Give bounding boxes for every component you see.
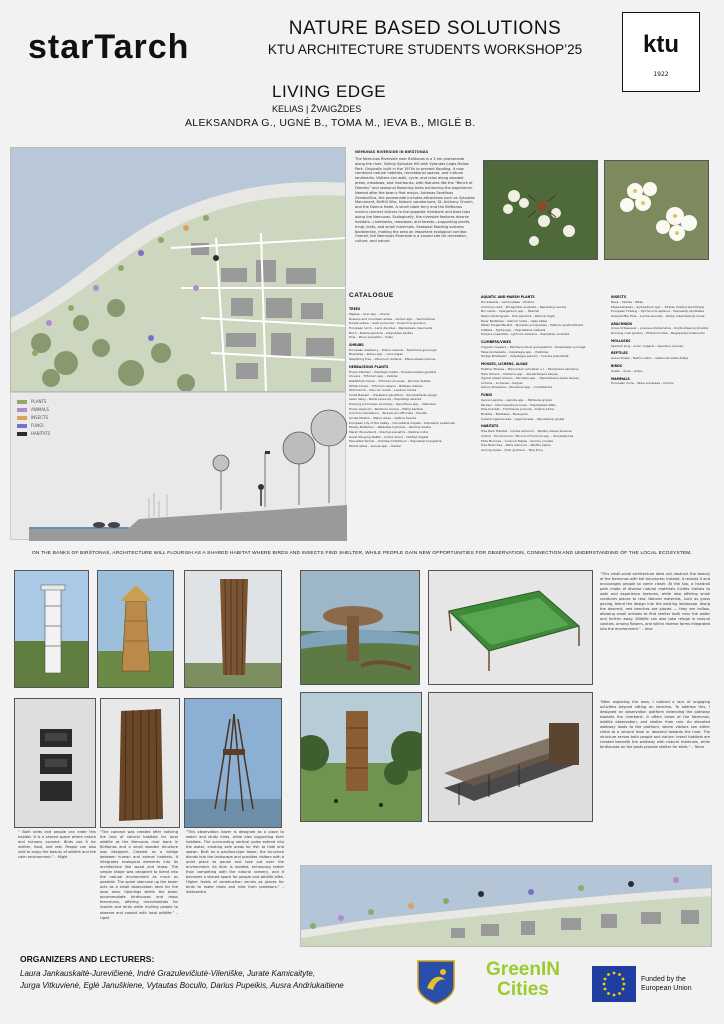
title-line-1: NATURE BASED SOLUTIONS (288, 18, 562, 39)
startarch-logo: starTarch (28, 28, 190, 66)
catalogue-item: Among Grass – Inter gramina – Tarp žolių (481, 447, 543, 452)
catalogue-item: Birch – Betula pendula – Karpotasis beržas (349, 330, 413, 335)
ktu-logo-year: 1922 (653, 71, 669, 78)
mushroom-bench-drawing (301, 571, 420, 685)
catalogue-item: Bees – Apidae – Bitės (611, 299, 643, 304)
legend-fungi: FUNGI (17, 423, 44, 428)
catalogue-item: Common reed – Phragmites australis – Paprastoji nendrė (481, 304, 567, 309)
render-mushroom-bench (300, 570, 420, 685)
organizers-title: ORGANIZERS AND LECTURERS: (20, 954, 155, 964)
catalogue-item: Rabbitfoot Clover – Trifolium arvense – Dirvinis dobilas (349, 378, 431, 383)
organizers-list (20, 968, 410, 991)
catalogue-item: European Firebug – Pyrrhocoris apterus – Paprastoji skydblakė (611, 309, 705, 314)
pole-tower-drawing (185, 699, 282, 828)
catalogue-item: Small Balsam – Impatiens parviflora – Smulkiažiedė spriga (349, 392, 437, 397)
site-map-drawing (11, 148, 346, 392)
crest-drawing (415, 958, 457, 1006)
catalogue-item: European Lily of the Valley – Convallaria majalis – Paprastoji pakalnutė (349, 420, 455, 425)
catalogue-item: White Clover – Trifolium repens – Baltasis dobilas (349, 383, 423, 388)
quote-migle: “ Both birds and people can enter this habitat. It is a shared space where nature and humans connect. Birds use it for shelter, food, and rest. People can also visit to enjoy the beauty of wildlife and the calm environment.” – Miglė (18, 830, 96, 860)
catalogue-item: Tree Branches – Rami arborum – Medžių šakos (481, 443, 551, 448)
catalogue-item: Lawn daisy – Bellis perennis – Paprastoji saulutė (349, 397, 422, 402)
quote-ieva: “This small-scale architecture does not obstruct the beauty of the Nemunas with tall structures; instead, it reveals it and encourages people to come closer. At the top, a handrail path made of diverse natural materials invites visitors to walk and experience textures, while also offering small creatures places to rest. Natural materials, such as grass paving, blend the design into the existing landscape. Along the descent, rest benches are placed — they are hollow, allowing small animals to find shelter both near the water and further away. Wildlife can also take refuge in natural cavities, among flowers, and within diverse forms integrated into the environment.” – Ieva (600, 572, 710, 632)
catalogue-section-heading: ARACHNIDS (611, 321, 633, 326)
catalogue-item: Hedge Bindweed – Calystegia sepium – Tvorinė patvinkšlė (481, 354, 569, 359)
map-legend (10, 392, 346, 540)
catalogue-item: Hoary Plantain – Plantago media – Pluoksnuotasis gyslotis (349, 369, 437, 374)
catalogue-item: Hoary Alyssum – Berteroa incana – Pilkoji berterė (349, 406, 423, 411)
spiral-tower-drawing (185, 571, 282, 688)
catalogue-item: Greenbottle Flies – Lucilia sericata – Žalioji mėsinlaisvoji musė (611, 313, 705, 318)
catalogue-item: Clovers – Trifolium spp. – Dobilai (349, 374, 398, 379)
elevated-walkway-drawing (429, 693, 593, 822)
photo-spider-flowers (483, 160, 598, 260)
catalogue-item: Subsidi Agaricaceae – Agaricaceae – Vajuostiniai grybai (481, 416, 565, 421)
spider-photo-drawing (484, 161, 598, 260)
quote-aleksandra: “This observation tower is designed as a place to watch and study birds, while also supporting their habitats. The surrounding vertical poles extend into the water, creating safe areas for fish to hide and spawn. Built as a pavilion-type tower, the structure blends into the landscape and provides visitors with a quiet place to pause and look out over the environment. Its form is modest, enhancing rather than competing with the natural scenery, and it becomes a shared space for people and wildlife alike. Higher levels of construction serves as places for birds to make nests and hide from predators.” – Aleksandra (186, 830, 284, 895)
observation-tower-drawing (301, 693, 422, 822)
site-section-drawing (29, 393, 347, 541)
catalogue-item: Snails – Anas – Antys (611, 368, 643, 373)
catalogue-item: Brambles – Rubus spp. – Gervuogės (349, 352, 403, 357)
legend-animals: ANIMALS (17, 407, 49, 412)
catalogue-item: Spanish slug – Arion vulgaris – Ispaninių arionas (611, 343, 684, 348)
catalogue-item: Scribe Mallow – Malva alcea – Vaišinė šventė (349, 416, 417, 421)
catalogue-item: False bindweeds – Calystegia spp. – Pelkinlės (481, 349, 549, 354)
catalogue-item: Wild Carrot – Daucus carota – Laukinė morka (349, 388, 417, 393)
catalogue-item: Maples – Acer spp. – Klevai (349, 311, 390, 316)
catalogue-column-1 (349, 304, 469, 449)
catalogue-section-heading: TREES (349, 307, 361, 311)
catalogue-item: Feather Mosses – Pleurozium schreberi s.l. – Plunksninė samanos (481, 366, 579, 371)
authors: ALEKSANDRA G., UGNĖ B., TOMA M., IEVA B., MIGLĖ B. (185, 117, 476, 129)
legend-habitats: HABITATS (17, 431, 50, 436)
intro-body: The Nemunas Riverside near Birštonas is a 2 km promenade along the river, linking Vytautas Hill with Vytautas Jurgis Mallos Park. Originally built in the 1970s to prevent flooding, it now combines natural habitats, recreational spaces, and cultural landmarks. Visitors can walk, cycle, and relax along wooded areas, meadows, and riverbanks, with features like the “Bench of Dreams” and seasonal flowering trees enhancing the experience. Named after the town's first mayor, Antanas Serafinas Zenkevičius, the promenade includes attractions such as Vytautas Monument, Birštill Villa, historic sanatoriums, St. Anthony Church, and the Domus Hotel. A small cable ferry and the Birštonas marina connect visitors to the opposite riverbank and boat trips along the Nemunas. Ecologically, the riverside features diverse habitats—riverbanks, meadows, and forests—supporting plants, fungi, birds, and small mammals. Seasonal flooding sustains biodiversity, making the area an important ecological corridor. Overall, the Nemunas Riverside is a valued site for recreation, culture, and nature. (355, 156, 475, 244)
legend-insects: INSECTS (17, 415, 48, 420)
catalogue-item: Great Stinging Nettle – Urtica dioica – Didžioji dilgėlė (349, 434, 429, 439)
catalogue-section-heading: HERBACEOUS PLANTS (349, 364, 389, 369)
riverside-map-strip (300, 865, 712, 947)
catalogue-section-heading: MOSSES, LICHENS, ALGAE (481, 361, 528, 366)
catalogue-column-3 (611, 292, 724, 386)
catalogue-section-heading: SHRUBS (349, 342, 364, 347)
catalogue-item: Boletes – Boletales – Baravykai (481, 411, 528, 416)
intro-heading: NEMUNAS RIVERSIDE IN BIRŠTONAS (355, 150, 429, 154)
catalogue-item: European dewberry – Rubus caesius – Šerkšninė gervuogė (349, 347, 437, 352)
render-pole-tower (184, 698, 282, 828)
title-line-2: KTU ARCHITECTURE STUDENTS WORKSHOP’25 (267, 42, 583, 57)
catalogue-section-heading: INSECTS (611, 295, 627, 299)
riverside-map-drawing (301, 866, 712, 947)
catalogue-item: Pine bracket – Fomitopsis pinicola – Pušinė pintis (481, 407, 555, 412)
catalogue-item: Tube lichens – Cladonia spp. – Kerpėrbkosos kerpes (481, 371, 558, 376)
legend-plants: PLANTS (17, 399, 46, 404)
catalogue-item: Water Forget-Me-Not – Myosotis scorpioides – Pelkinė neužmirštuolė (481, 323, 584, 328)
catalogue-item: Parasol – Macrolepiota procera – Paprastasis šlikis (481, 402, 556, 407)
photo-white-flowers (604, 160, 709, 260)
project-heading (272, 82, 386, 114)
project-subtitle: KELIAS | ŽVAIGŽDES (272, 104, 362, 114)
catalogue-item: Virginia creepers – Parthenocissus quinquefolia – Penkialapė vynuogė (481, 345, 586, 350)
render-spiral-tower (184, 570, 282, 688)
catalogue-section-heading: AQUATIC AND MARSH PLANTS (481, 295, 535, 299)
greenin-logo-line-2: Cities (497, 978, 549, 1000)
catalogue-item: Grass Snake – Natrix natrix – Geltonskruostis žaltys (611, 356, 689, 361)
catalogue-section-heading: MAMMALS (611, 376, 630, 381)
catalogue-item: Bur reeds – Sparganium spp. – Šilaičiai (481, 309, 540, 314)
catalogue-item: Cross Orbweaver – Araneus diadematus – Kryžiuotasis kryžiuotis (611, 326, 709, 331)
catalogue-item: Duckweeds – Lemnoideae – Pūdkos (481, 299, 535, 304)
site-map (10, 147, 346, 392)
render-tower-blue (14, 570, 89, 688)
catalogue-section-heading: FUNGI (481, 393, 493, 398)
greenin-cities-logo (468, 960, 578, 1000)
green-roof-drawing (429, 571, 593, 685)
render-elevated-walkway (428, 692, 593, 822)
tower-wood-drawing (98, 571, 174, 688)
catalogue-section-heading: HABITATS (481, 424, 499, 429)
catalogue-item: Evening primroses, sundrops – Oenothera spp. – Nakvišos (349, 402, 436, 407)
render-slatted-column (100, 698, 180, 828)
stacked-boxes-drawing (15, 699, 96, 828)
catalogue-item: Running crab spiders – Philodromidae – Begiojantys krabvoriai (611, 331, 705, 336)
project-title: LIVING EDGE (272, 82, 387, 101)
catalogue-item: Mole Burrows – Cuniculi Talpae – Kurmių urvelės (481, 438, 554, 443)
catalogue-item: Woodrushes – Luzula spp. – Kiečiai (349, 443, 401, 448)
catalogue-item: Genus Stoutenia – Stoutenia spp. – Dumblaldos (481, 385, 553, 390)
catalogue-item: Common Dandelion – Taraxacum officinale – Pienitė (349, 411, 427, 416)
ktu-logo (622, 12, 700, 92)
render-green-roof-pavilion (428, 570, 593, 685)
catalogue-item: Reed maidengrass – Poa palustris – Pelkinė miglė (481, 313, 555, 318)
catalogue-item: Anthill – Formicarium / Mound of Formica spp. – Skruzdėlynas (481, 433, 574, 438)
catalogue-item: Genus Lepiota – Lepiota spp. – Šilkbarės grybai (481, 398, 552, 403)
eu-text-line-1: Funded by the (641, 976, 686, 983)
catalogue-section-heading: REPTILES (611, 351, 628, 356)
eu-funding-text (641, 975, 692, 993)
catalogue-item: European larch – Larix decidua – Paprastasis maumedis (349, 325, 433, 330)
eu-flag-drawing (592, 966, 636, 1002)
render-stacked-boxes (14, 698, 96, 828)
catalogue-section-heading: CLIMBERS/VINES (481, 340, 512, 345)
catalogue-item: Woolly Butterbur – Petasites hybridus – Vaistinė šauklė (349, 425, 432, 430)
eu-text-line-2: European Union (641, 985, 692, 993)
catalogue-item: Lichens – Lichenes – Kerpės (481, 380, 523, 385)
tower-blue-drawing (15, 571, 89, 688)
catalogue-column-2 (481, 292, 601, 452)
quote-toma: “After exploring the area, I noticed a lack of engaging activities beyond sitting on benches. To address this, I designed an observation platform extending the pathway towards the riverbank. It offers views of the Nemunas, wildlife observation, and shelter from rain. An elevated walkway leads to the platform, where visitors can either climb to a second level or descend towards the river. The structure serves both people and nature: insect habitats are created beneath the walkway with natural materials, while birdhouses on the posts provide shelter for birds.” – Toma (600, 700, 710, 750)
catalogue-item: River Bedstraw – Galium rivale – Upės lipikė (481, 318, 548, 323)
poster-title (245, 18, 605, 57)
intro-text (355, 150, 475, 244)
catalogue-item: Purple willow – Salix purpurea – Purpurinis gluosnis (349, 321, 426, 326)
eu-flag-icon (592, 966, 636, 1002)
organizers-line-1: Laura Jankauskaitė-Jurevičienė, Indrė Grazulevičiutė-Vileniške, Jurate Kamicaityte, (20, 969, 316, 978)
quote-ugne: “The concept was created after noticing the lack of natural habitats for local wildlife at the Nemunas river bank in Birštonas and a small wooden structure was designed. Created as a bridge between human and animal habitats, it integrates ecological elements into its architecture like wood and straw. The simple shape was designed to blend into the natural environment as much as possible. The spiral staircase up the tower acts as a small observation deck for the local area. Openings within the tower accommodate birdhouses and moss terrariums, offering microhabitats for insects and birds while inviting people to observe and coexist with local wildlife.” – Ugnė (100, 830, 178, 920)
catalogue-section-heading: MOLLUSKS (611, 338, 631, 343)
catalogue-item: Pine – Pinus sylvestris – Pušis (349, 335, 393, 340)
catalogue-item: Marsh Woundwort – Stachys palustris – Pelkinė notrė (349, 429, 429, 434)
catalogue-item: Mousetail Yarrow – Achillea millefolium – Paprastoji kraujаžolė (349, 439, 442, 444)
render-tower-wood (97, 570, 174, 688)
catalogue-item: Purple Loosestrife – Lythrum salicaria – Paprastoji raudoklė (481, 332, 570, 337)
render-observation-tower-photo (300, 692, 422, 822)
catalogue-title: CATALOGUE (349, 292, 394, 299)
greenin-logo-line-1: GreenIN (486, 959, 560, 980)
catalogue-item: Wayfaring tree – Viburnum lantana – Plaukuotasis putinas (349, 357, 436, 362)
slatted-column-drawing (101, 699, 180, 828)
catalogue-item: European mole – Talpa europaea – Kurmis (611, 381, 674, 386)
catalogue-item: Typical shield lichens – Parmelia spp. – Paprastosios skyds kerpes (481, 376, 579, 381)
birstonas-crest-icon (415, 958, 457, 1006)
organizers-line-2: Jurga Vitkuvienė, Eglė Januškiene, Vytautas Bocullo, Darius Pupeikis, Ausra Andriukaitiene (20, 980, 344, 990)
white-flowers-photo-drawing (605, 161, 709, 260)
species-catalogue (345, 292, 715, 544)
catalogue-item: Cattails – Typha spp. – Paprastasis vikšrelis (481, 327, 546, 332)
catalogue-section-heading: BIRDS (611, 363, 623, 368)
tagline: ON THE BANKS OF BIRŠTONAS, ARCHITECTURE WILL FLOURISH AS A SHARED HABITAT WHERE BIRDS AND INSECTS FIND SHELTER, WHILE PEOPLE GAIN NEW OPPORTUNITIES FOR OBSERVATION, CONNECTION AND UNDERSTANDING OF THE LOCAL ECOSYSTEM. (31, 551, 693, 556)
catalogue-item: Tree Bark Habitat – Cortex arborum – Medžių žievės buveinė (481, 429, 572, 434)
catalogue-item: Meadowhawks – Sympetrum spp. – Žirklės (mažoji laumžirgis) (611, 304, 705, 309)
catalogue-item: Rowans and mountain ashes – Sorbus spp. – Šermukšniai (349, 316, 435, 321)
ktu-logo-text: ktu (643, 31, 679, 58)
